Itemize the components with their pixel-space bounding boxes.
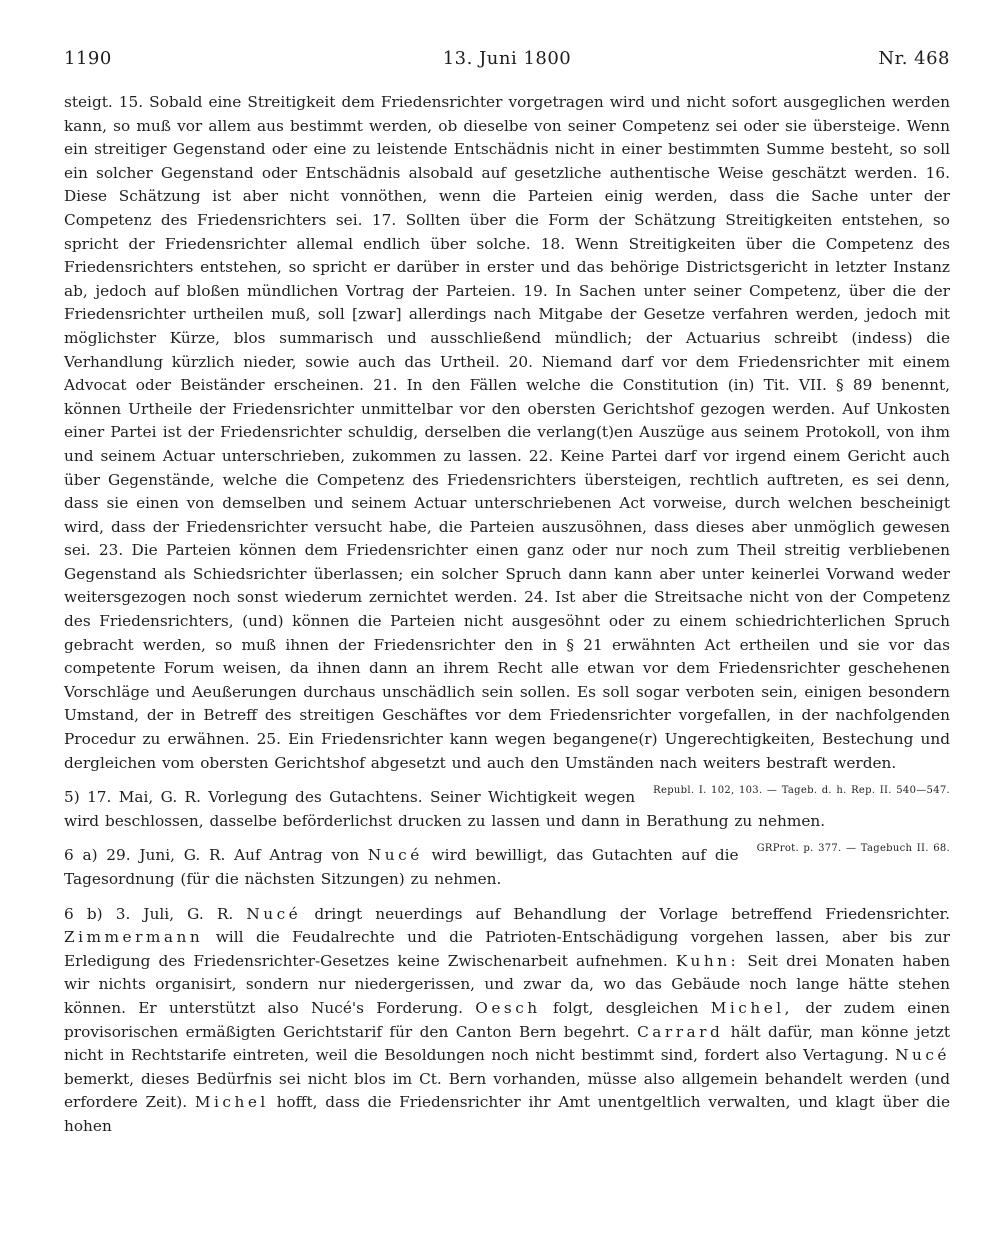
person-name: Nucé xyxy=(246,904,302,923)
entry-text: bemerkt, dieses Bedürfnis sei nicht blos im Ct. Bern vorhanden, müsse also allgemein behandelt werden (und erfordere Zeit). xyxy=(64,1069,950,1112)
entry-text: will die Feudalrechte und die Patrioten-Entschädigung vorgehen lassen, aber bis zur Erledigung des Friedensrichter-Gesetzes keine Zwischenarbeit aufnehmen. xyxy=(64,928,950,970)
entry-text: hält dafür, man könne jetzt nicht in Rechtstarife eintreten, weil die Besoldungen noch nicht bestimmt sind, fordert also Vertagung. xyxy=(64,1022,950,1065)
person-name: Kuhn: xyxy=(675,951,740,970)
entry-text: 6 b) 3. Juli, G. R. xyxy=(64,904,234,923)
running-date: 13. Juni 1800 xyxy=(442,48,572,69)
entry-text: der zudem einen provisorischen ermäßigten Gerichtstarif für den Canton Bern begehrt. xyxy=(64,998,950,1041)
entry-text: hofft, dass die Friedensrichter ihr Amt unentgeltlich verwalten, und klagt über die hohen xyxy=(64,1093,950,1135)
page-header xyxy=(64,48,950,78)
person-name: Zimmermann xyxy=(64,928,204,947)
page-body xyxy=(64,91,950,1139)
law-text: steigt. 15. Sobald eine Streitigkeit dem Friedensrichter vorgetragen wird und nicht sofort ausgeglichen werden kann, so muß vor allem aus bestimmt werden, ob dieselbe von seiner Competenz sei oder sie übersteige. Wenn ein streitiger Gegenstand oder eine zu leistende Entschädnis nicht in einer bestimmten Summe besteht, so soll ein solcher Gegenstand oder Entschädnis alsobald auf gesetzliche authentische Weise geschätzt werden. 16. Diese Schätzung ist aber nicht vonnöthen, wenn die Parteien einig werden, dass die Sache unter der Competenz des Friedensrichters sei. 17. Sollten über die Form der Schätzung Streitigkeiten entstehen, so spricht der Friedensrichter allemal endlich über solche. 18. Wenn Streitigkeiten über die Competenz des Friedensrichters entstehen, so spricht er darüber in erster und das behörige Districtsgericht in letzter Instanz ab, jedoch auf bloßen mündlichen Vortrag der Parteien. 19. In Sachen unter seiner Competenz, über die der Friedensrichter urtheilen muß, soll [zwar] allerdings nach Mitgabe der Gesetze verfahren werden, jedoch mit möglichster Kürze, blos summarisch und ausschließend mündlich; der Actuarius schreibt (indess) die Verhandlung kürzlich nieder, sowie auch das Urtheil. 20. Niemand darf vor dem Friedensrichter mit einem Advocat oder Beiständer erscheinen. 21. In den Fällen welche die Constitution (in) Tit. VII. § 89 benennt, können Urtheile der Friedensrichter unmittelbar vor den obersten Gerichtshof gezogen werden. Auf Unkosten einer Partei ist der Friedensrichter schuldig, derselben die verlang(t)en Auszüge aus seinem Protokoll, von ihm und seinem Actuar unterschrieben, zukommen zu lassen. 22. Keine Partei darf vor irgend einem Gericht auch über Gegenstände, welche die Competenz des Friedensrichters übersteigen, rechtlich auftreten, es sei denn, dass sie einen von demselben und seinem Actuar unterschriebenen Act vorweise, durch welchen bescheinigt wird, dass der Friedensrichter versucht habe, die Parteien auszusöhnen, dass dieses aber unmöglich gewesen sei. 23. Die Parteien können dem Friedensrichter einen ganz oder nur noch zum Theil streitig verbliebenen Gegenstand als Schiedsrichter überlassen; ein solcher Spruch dann kann aber unter keinerlei Vorwand weder weitersgezogen noch sonst wiederum zernichtet werden. 24. Ist aber die Streitsache nicht von der Competenz des Friedensrichters, (und) können die Parteien nicht ausgesöhnt oder zu einem schiedrichterlichen Spruch gebracht werden, so muß ihnen der Friedensrichter den in § 21 erwähnten Act ertheilen und sie vor das competente Forum weisen, da ihnen dann an ihrem Recht alle etwan vor dem Friedensrichter geschehenen Vorschläge und Aeußerungen durchaus unschädlich sein sollen. Es soll sogar verboten sein, einigen besondern Umstand, der in Betreff des streitigen Geschäftes vor dem Friedensrichter vorgefallen, in der nachfolgenden Procedur zu erwähnen. 25. Ein Friedensrichter kann wegen begangene(r) Ungerechtigkeiten, Bestechung und dergleichen vom obersten Gerichtshof abgesetzt und auch den Umständen nach weiters bestraft werden. xyxy=(64,93,950,772)
source-reference: Republ. I. 102, 103. — Tageb. d. h. Rep. II. 540—547. xyxy=(653,785,950,797)
person-name: Michel xyxy=(194,1093,269,1112)
source-reference: GRProt. p. 377. — Tagebuch II. 68. xyxy=(756,843,950,855)
entry-text: 5) 17. Mai, G. R. Vorlegung des Gutachtens. Seiner Wichtigkeit wegen wird beschlossen, dasselbe beförderlichst drucken zu lassen und dann in Berathung zu nehmen. xyxy=(64,788,826,830)
person-name: Nucé xyxy=(895,1046,950,1065)
entry-text: folgt, desgleichen xyxy=(552,998,699,1017)
person-name: Nucé xyxy=(367,846,423,865)
paragraph-law-text xyxy=(64,91,950,797)
entry-text: Seit drei Monaten haben wir nichts organisirt, sondern nur niedergerissen, und zwar da, wo das Gebäude noch lange hätte stehen können. Er unterstützt also Nucé's Forderung. xyxy=(64,951,950,1017)
person-name: Carrard xyxy=(637,1022,724,1041)
entry-text: 6 a) 29. Juni, G. R. Auf Antrag von xyxy=(64,846,360,865)
paragraph-entry-6b xyxy=(64,903,950,1139)
page-number: 1190 xyxy=(64,48,112,69)
entry-text: wird bewilligt, das Gutachten auf die Tagesordnung (für die nächsten Sitzungen) zu nehmen. xyxy=(64,846,739,888)
document-number: Nr. 468 xyxy=(878,48,950,69)
entry-text: dringt neuerdings auf Behandlung der Vorlage betreffend Friedensrichter. xyxy=(314,904,950,923)
person-name: Oesch xyxy=(475,998,541,1017)
person-name: Michel, xyxy=(710,998,794,1017)
